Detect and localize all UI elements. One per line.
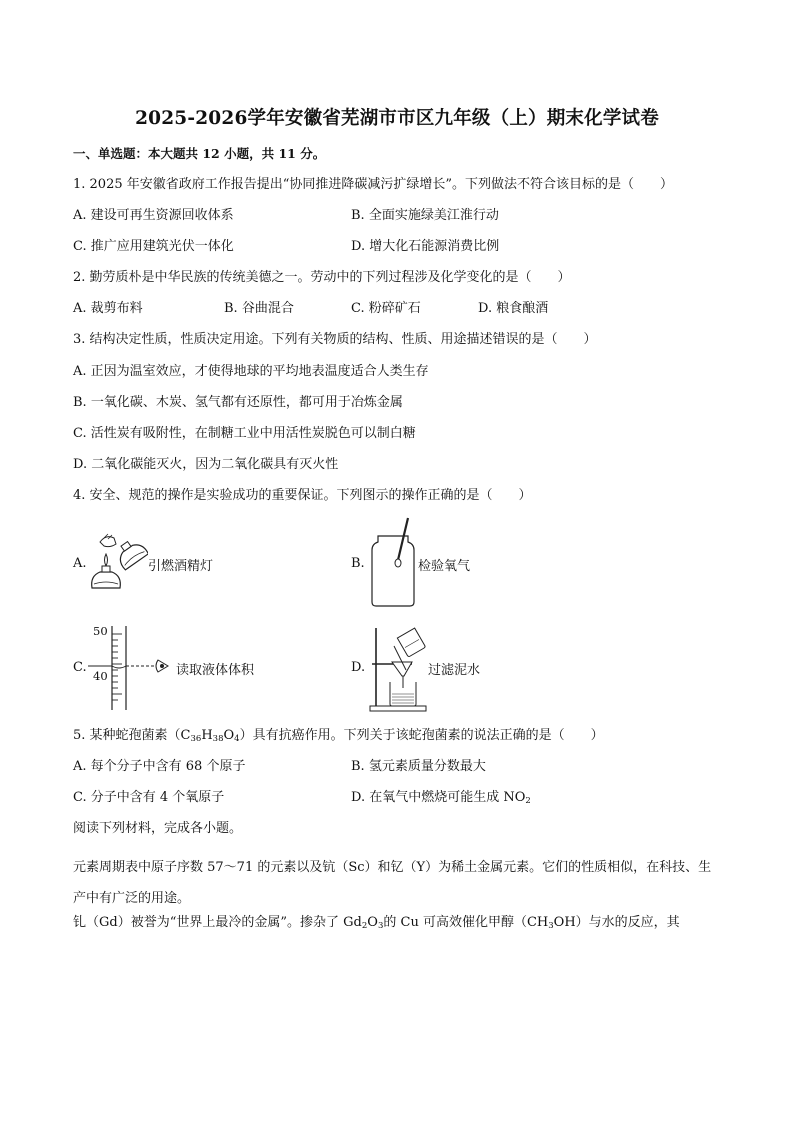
q5-stem-suffix: ）具有抗癌作用。下列关于该蛇孢菌素的说法正确的是（ ） <box>239 728 604 743</box>
label-filter-water: 过滤泥水 <box>428 663 481 678</box>
mp2-sub3: 3 <box>548 921 554 931</box>
question-4-stem: 4. 安全、规范的操作是实验成功的重要保证。下列图示的操作正确的是（ ） <box>73 488 532 503</box>
q5-option-d-text: D. 在氧气中燃烧可能生成 NO <box>351 790 526 805</box>
q3-option-b: B. 一氧化碳、木炭、氢气都有还原性，都可用于冶炼金属 <box>73 395 403 410</box>
mp2-sub1: 2 <box>361 921 368 931</box>
material-paragraph-1: 元素周期表中原子序数 57～71 的元素以及钪（Sc）和钇（Y）为稀土金属元素。它们的性质相似，在科技、生产中有广泛的用途。 <box>73 860 712 906</box>
question-1-stem: 1. 2025 年安徽省政府工作报告提出“协同推进降碳减污扩绿增长”。下列做法不符合该目标的是（ ） <box>73 177 674 192</box>
q4-option-c: C. <box>73 660 87 675</box>
reading-intro: 阅读下列材料，完成各小题。 <box>73 821 243 836</box>
q2-option-b: B. 谷曲混合 <box>224 301 294 316</box>
q5-sub-c: 36 <box>190 734 202 744</box>
section-heading: 一、单选题：本大题共 12 小题，共 11 分。 <box>73 146 326 161</box>
mp2-c: 的 Cu 可高效催化甲醇（CH <box>383 915 549 930</box>
q1-option-b: B. 全面实施绿美江淮行动 <box>351 208 499 223</box>
page-title: 2025-2026学年安徽省芜湖市市区九年级（上）期末化学试卷 <box>135 108 659 129</box>
q1-option-a: A. 建设可再生资源回收体系 <box>73 208 234 223</box>
gas-jar-figure <box>368 516 418 610</box>
label-test-oxygen: 检验氧气 <box>418 559 471 574</box>
q3-option-d: D. 二氧化碳能灭火，因为二氧化碳具有灭火性 <box>73 457 339 472</box>
q5-stem-prefix: 5. 某种蛇孢菌素（C <box>73 728 191 743</box>
q4-option-d: D. <box>351 660 366 675</box>
mp2-sub2: 3 <box>377 921 384 931</box>
q2-option-d: D. 粮食酿酒 <box>478 301 549 316</box>
cylinder-mark-40: 40 <box>93 669 108 683</box>
label-ignite-lamp: 引燃酒精灯 <box>148 559 214 574</box>
q5-option-c: C. 分子中含有 4 个氧原子 <box>73 790 225 805</box>
mp2-a: 钆（Gd）被誉为“世界上最冷的金属”。掺杂了 Gd <box>73 915 362 930</box>
alcohol-lamp-figure <box>86 530 148 594</box>
cylinder-mark-50: 50 <box>93 624 108 638</box>
q5-option-b: B. 氢元素质量分数最大 <box>351 759 486 774</box>
filtration-figure <box>366 626 428 712</box>
question-3-stem: 3. 结构决定性质，性质决定用途。下列有关物质的结构、性质、用途描述错误的是（ ） <box>73 332 597 347</box>
q5-option-d <box>351 789 531 807</box>
q1-option-d: D. 增大化石能源消费比例 <box>351 239 500 254</box>
q5-o: O <box>223 728 235 743</box>
q5-sub-o: 4 <box>234 734 240 744</box>
q5-sub-h: 38 <box>212 734 224 744</box>
q3-option-c: C. 活性炭有吸附性，在制糖工业中用活性炭脱色可以制白糖 <box>73 426 416 441</box>
mp2-d: OH）与水的反应，其 <box>553 915 680 930</box>
q3-option-a: A. 正因为温室效应，才使得地球的平均地表温度适合人类生存 <box>73 364 429 379</box>
q2-option-a: A. 裁剪布料 <box>73 301 143 316</box>
label-read-volume: 读取液体体积 <box>176 663 255 678</box>
q5-option-d-sub: 2 <box>525 796 531 806</box>
q4-option-a: A. <box>73 556 87 571</box>
q5-h: H <box>201 728 213 743</box>
mp2-b: O <box>367 915 378 930</box>
q1-option-c: C. 推广应用建筑光伏一体化 <box>73 239 234 254</box>
q2-option-c: C. 粉碎矿石 <box>351 301 421 316</box>
q5-option-a: A. 每个分子中含有 68 个原子 <box>73 759 246 774</box>
material-paragraph-2 <box>73 914 680 932</box>
q4-option-b: B. <box>351 556 365 571</box>
question-2-stem: 2. 勤劳质朴是中华民族的传统美德之一。劳动中的下列过程涉及化学变化的是（ ） <box>73 270 571 285</box>
question-5-stem <box>73 727 604 745</box>
